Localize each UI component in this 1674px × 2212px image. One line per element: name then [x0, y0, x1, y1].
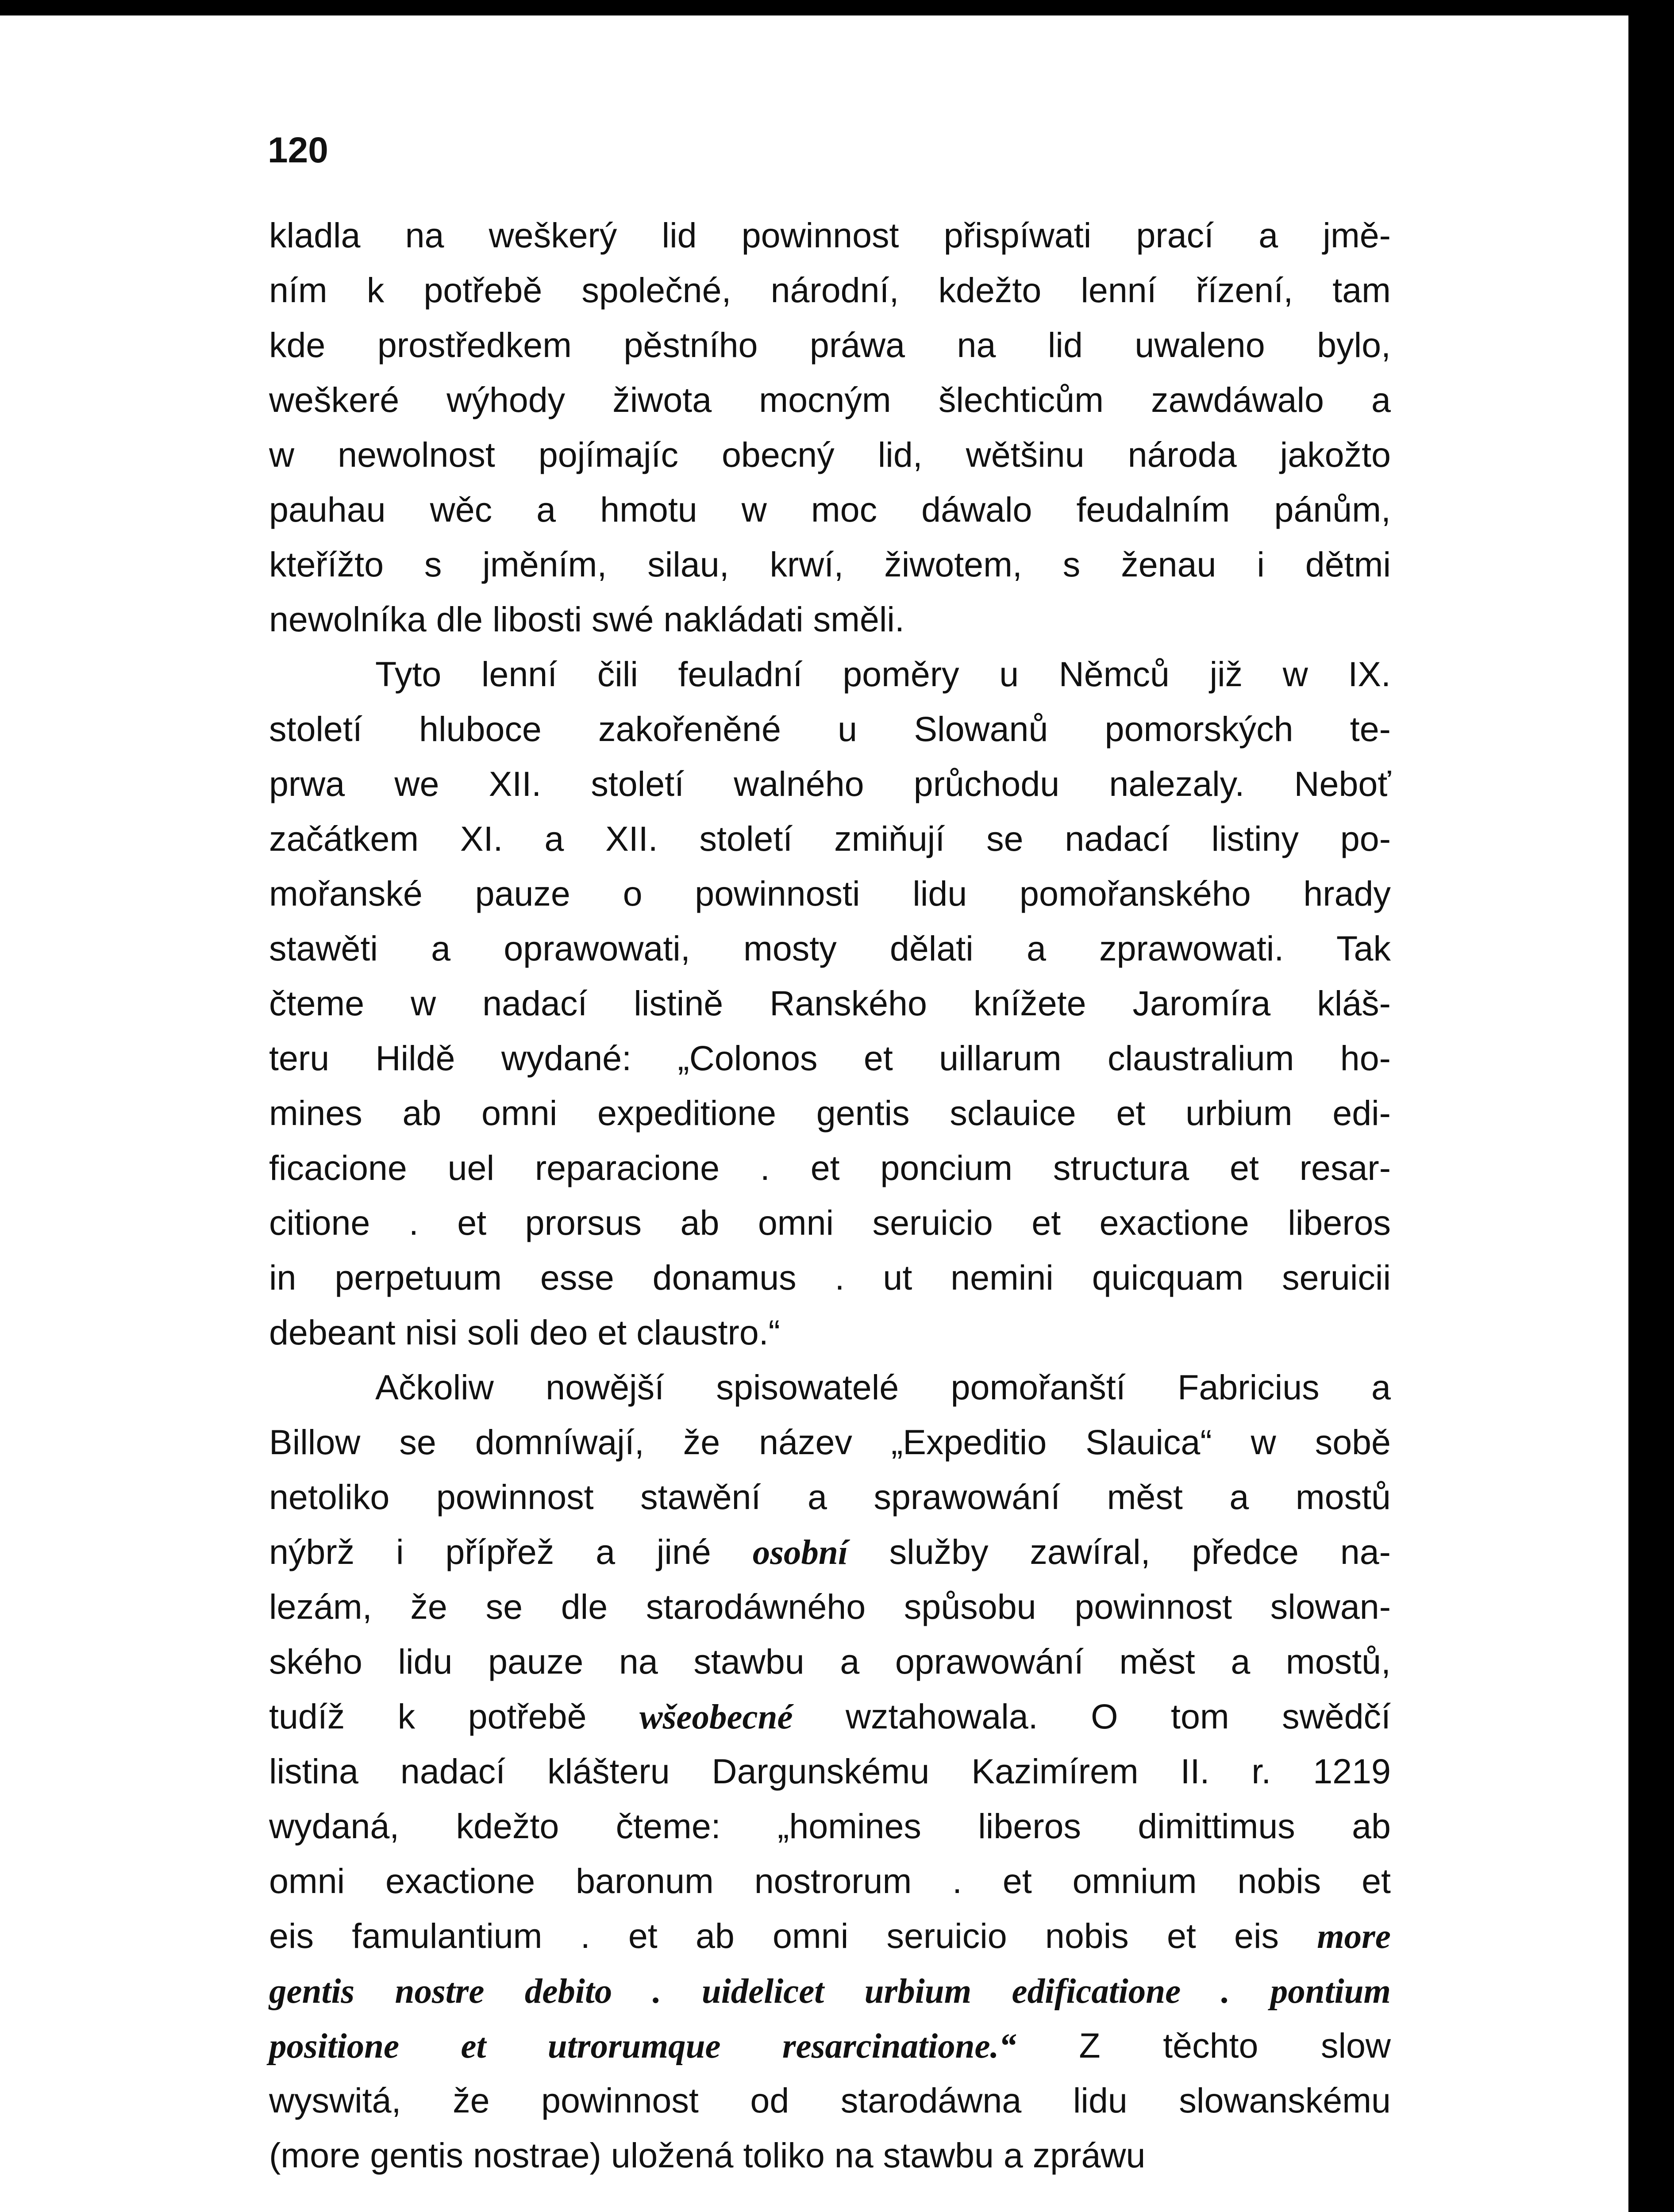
text-line — [269, 1963, 1391, 2018]
text-line — [269, 1086, 1391, 1141]
text-line — [269, 427, 1391, 482]
text-segment: ficacione uel reparacione . et poncium structura et resar- — [269, 1148, 1391, 1187]
text-line — [269, 1305, 1391, 1360]
text-line — [269, 1799, 1391, 1854]
text-line — [269, 1250, 1391, 1305]
body-text — [269, 208, 1391, 2183]
text-line — [269, 1195, 1391, 1250]
text-segment: nýbrž i přípřež a jiné — [269, 1532, 753, 1571]
text-line — [269, 1634, 1391, 1689]
text-line — [269, 1909, 1391, 1963]
text-segment: stawěti a oprawowati, mosty dělati a zprawowati. Tak — [269, 929, 1391, 968]
text-segment: ského lidu pauze na stawbu a oprawowání měst a mostů, — [269, 1642, 1391, 1681]
text-segment: služby zawíral, předce na- — [847, 1532, 1391, 1571]
text-line — [269, 1744, 1391, 1799]
text-line — [269, 1854, 1391, 1909]
text-segment: čteme w nadací listině Ranského knížete Jaromíra kláš- — [269, 983, 1391, 1023]
text-segment: (more gentis nostrae) uložená toliko na stawbu a zpráwu — [269, 2135, 1146, 2175]
text-segment: netoliko powinnost stawění a sprawowání měst a mostů — [269, 1477, 1391, 1517]
text-segment: wyswitá, že powinnost od starodáwna lidu slowanskému — [269, 2081, 1391, 2120]
italic-text: gentis nostre debito . uidelicet urbium edificatione . pontium — [269, 1972, 1391, 2011]
text-segment: newolníka dle libosti swé nakládati směli. — [269, 599, 904, 639]
text-segment: kladla na weškerý lid powinnost přispíwati prací a jmě- — [269, 215, 1391, 255]
text-line — [269, 537, 1391, 592]
text-line — [269, 976, 1391, 1031]
text-segment: wztahowala. O tom swědčí — [793, 1697, 1391, 1736]
text-line — [269, 373, 1391, 427]
text-line — [269, 1525, 1391, 1579]
text-segment: lezám, že se dle starodáwného spůsobu powinnost slowan- — [269, 1587, 1391, 1626]
text-segment: kteřížto s jměním, silau, krwí, žiwotem, s ženau i dětmi — [269, 545, 1391, 584]
text-segment: století hluboce zakořeněné u Slowanů pomorských te- — [269, 709, 1391, 749]
text-segment: Billow se domníwají, že název „Expeditio Slauica“ w sobě — [269, 1422, 1391, 1462]
italic-text: osobní — [752, 1533, 848, 1572]
text-segment: prwa we XII. století walného průchodu nalezaly. Neboť — [269, 764, 1391, 803]
text-segment: ním k potřebě společné, národní, kdežto lenní řízení, tam — [269, 270, 1391, 310]
text-segment: wydaná, kdežto čteme: „homines liberos dimittimus ab — [269, 1806, 1391, 1846]
text-line — [269, 757, 1391, 811]
text-line — [269, 866, 1391, 921]
text-segment: eis famulantium . et ab omni seruicio nobis et eis — [269, 1916, 1317, 1955]
text-line — [269, 1360, 1391, 1415]
text-line — [269, 2073, 1391, 2128]
text-segment: začátkem XI. a XII. století zmiňují se nadací listiny po- — [269, 819, 1391, 858]
text-line — [269, 811, 1391, 866]
text-segment: teru Hildě wydané: „Colonos et uillarum claustralium ho- — [269, 1038, 1391, 1078]
text-line — [269, 2018, 1391, 2073]
text-line — [269, 921, 1391, 976]
text-segment: kde prostředkem pěstního práwa na lid uwaleno bylo, — [269, 325, 1391, 365]
italic-text: positione et utrorumque resarcinatione.“ — [269, 2027, 1016, 2066]
text-segment: Z těchto slow — [1016, 2026, 1391, 2065]
text-segment: Ačkoliw nowější spisowatelé pomořanští Fabricius a — [375, 1367, 1391, 1407]
text-line — [269, 263, 1391, 318]
text-line — [269, 702, 1391, 757]
text-segment: citione . et prorsus ab omni seruicio et exactione liberos — [269, 1203, 1391, 1242]
text-line — [269, 1141, 1391, 1195]
text-line — [269, 1689, 1391, 1744]
text-segment: mořanské pauze o powinnosti lidu pomořanského hrady — [269, 874, 1391, 913]
italic-text: more — [1317, 1917, 1391, 1956]
scan-border — [1628, 0, 1674, 2212]
text-line — [269, 1470, 1391, 1525]
text-line — [269, 1415, 1391, 1470]
text-line — [269, 318, 1391, 373]
page-number: 120 — [268, 130, 328, 170]
text-line — [269, 647, 1391, 702]
text-segment: omni exactione baronum nostrorum . et omnium nobis et — [269, 1861, 1391, 1901]
text-segment: weškeré wýhody žiwota mocným šlechticům zawdáwalo a — [269, 380, 1391, 419]
text-line — [269, 482, 1391, 537]
text-line — [269, 1031, 1391, 1086]
text-segment: pauhau wěc a hmotu w moc dáwalo feudalním pánům, — [269, 490, 1391, 529]
text-line — [269, 1579, 1391, 1634]
text-line — [269, 2128, 1391, 2183]
text-segment: debeant nisi soli deo et claustro.“ — [269, 1313, 780, 1352]
text-segment: mines ab omni expeditione gentis sclauice et urbium edi- — [269, 1093, 1391, 1133]
italic-text: wšeobecné — [639, 1698, 793, 1736]
text-segment: w newolnost pojímajíc obecný lid, wětšinu národa jakožto — [269, 435, 1391, 474]
text-segment: Tyto lenní čili feuladní poměry u Němců již w IX. — [375, 654, 1391, 694]
text-line — [269, 208, 1391, 263]
text-segment: tudíž k potřebě — [269, 1697, 639, 1736]
text-segment: in perpetuum esse donamus . ut nemini quicquam seruicii — [269, 1258, 1391, 1297]
text-segment: listina nadací klášteru Dargunskému Kazimírem II. r. 1219 — [269, 1751, 1391, 1791]
text-line — [269, 592, 1391, 647]
book-page — [0, 15, 1628, 2212]
